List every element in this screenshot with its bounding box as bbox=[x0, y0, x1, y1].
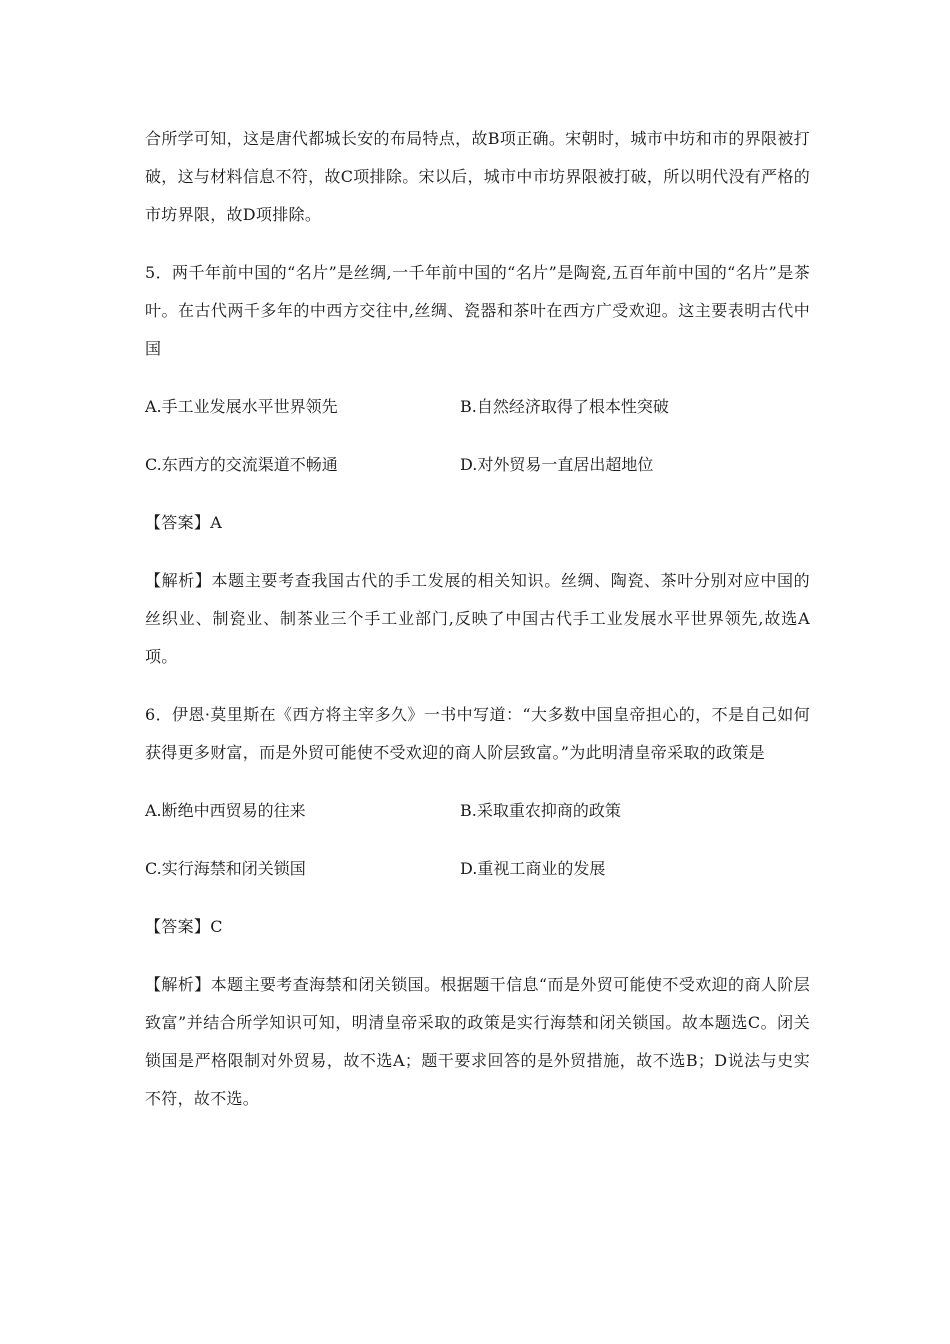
question-6-option-b: B.采取重农抑商的政策 bbox=[460, 801, 621, 820]
question-5-stem: 5．两千年前中国的“名片”是丝绸,一千年前中国的“名片”是陶瓷,五百年前中国的“名片”是茶叶。在古代两千多年的中西方交往中,丝绸、瓷器和茶叶在西方广受欢迎。这主要表明古代中国 bbox=[145, 263, 810, 358]
intro-paragraph: 合所学可知，这是唐代都城长安的布局特点，故B项正确。宋朝时，城市中坊和市的界限被打破，这与材料信息不符，故C项排除。宋以后，城市中市坊界限被打破，所以明代没有严格的市坊界限，故D项排除。 bbox=[145, 129, 810, 224]
question-6-options-row-2 bbox=[145, 850, 810, 888]
question-5-options-row-1 bbox=[145, 388, 810, 426]
question-5-analysis: 【解析】本题主要考查我国古代的手工发展的相关知识。丝绸、陶瓷、茶叶分别对应中国的丝织业、制瓷业、制茶业三个手工业部门,反映了中国古代手工业发展水平世界领先,故选A项。 bbox=[145, 571, 810, 666]
question-6-options-row-1 bbox=[145, 792, 810, 830]
question-5-answer: 【答案】A bbox=[145, 513, 223, 532]
question-5-options-row-2 bbox=[145, 446, 810, 484]
question-5-option-a: A.手工业发展水平世界领先 bbox=[145, 397, 338, 416]
question-5-option-c: C.东西方的交流渠道不畅通 bbox=[145, 455, 338, 474]
question-6-stem: 6．伊恩·莫里斯在《西方将主宰多久》一书中写道：“大多数中国皇帝担心的，不是自己如何获得更多财富，而是外贸可能使不受欢迎的商人阶层致富。”为此明清皇帝采取的政策是 bbox=[145, 705, 810, 762]
question-6-option-c: C.实行海禁和闭关锁国 bbox=[145, 859, 306, 878]
question-6-analysis: 【解析】本题主要考查海禁和闭关锁国。根据题干信息“而是外贸可能使不受欢迎的商人阶层致富”并结合所学知识可知，明清皇帝采取的政策是实行海禁和闭关锁国。故本题选C。闭关锁国是严格限制对外贸易，故不选A；题干要求回答的是外贸措施，故不选B；D说法与史实不符，故不选。 bbox=[145, 975, 810, 1108]
question-6-answer: 【答案】C bbox=[145, 917, 223, 936]
question-5-option-b: B.自然经济取得了根本性突破 bbox=[460, 397, 669, 416]
question-6-option-d: D.重视工商业的发展 bbox=[460, 859, 606, 878]
document-page bbox=[145, 120, 810, 1118]
question-5-option-d: D.对外贸易一直居出超地位 bbox=[460, 455, 654, 474]
question-6-option-a: A.断绝中西贸易的往来 bbox=[145, 801, 306, 820]
